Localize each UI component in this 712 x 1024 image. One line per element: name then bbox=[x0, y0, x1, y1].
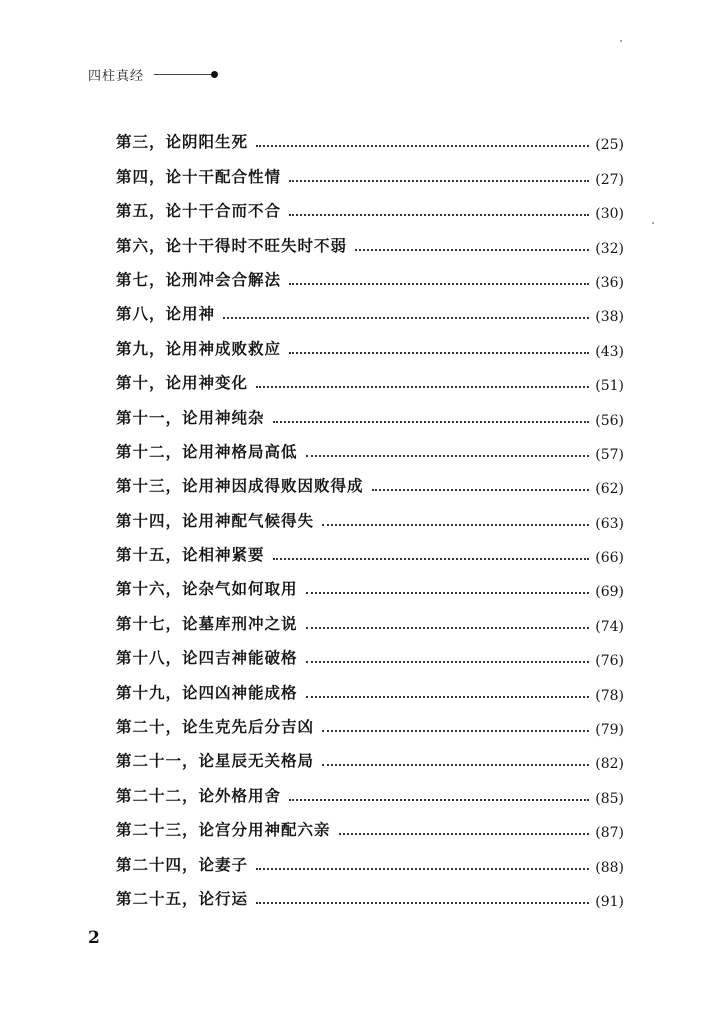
toc-entry-page: (30) bbox=[595, 206, 624, 223]
dot-leader bbox=[306, 592, 590, 594]
header-dot-ornament bbox=[211, 71, 218, 78]
toc-entry bbox=[116, 124, 624, 158]
toc-entry-title: 第二十，论生克先后分吉凶 bbox=[116, 718, 315, 737]
dot-leader bbox=[306, 696, 590, 698]
toc-entry bbox=[116, 468, 624, 502]
toc-entry-title: 第十四，论用神配气候得失 bbox=[116, 511, 315, 530]
dot-leader bbox=[339, 833, 590, 835]
toc-entry-title: 第十五，论相神紧要 bbox=[116, 546, 265, 565]
toc-entry-title: 第九，论用神成败救应 bbox=[116, 339, 282, 358]
dot-leader bbox=[256, 145, 589, 147]
dot-leader bbox=[289, 799, 589, 801]
dot-leader bbox=[306, 455, 590, 457]
toc-entry-title: 第十六，论杂气如何取用 bbox=[116, 580, 298, 599]
toc-entry-title: 第七，论刑冲会合解法 bbox=[116, 270, 282, 289]
dot-leader bbox=[306, 661, 590, 663]
toc-entry-title: 第十三，论用神因成得败因败得成 bbox=[116, 477, 364, 496]
toc-entry-page: (57) bbox=[595, 446, 624, 463]
dot-leader bbox=[322, 730, 589, 732]
toc-entry bbox=[116, 812, 624, 846]
toc-entry bbox=[116, 158, 624, 192]
toc-entry bbox=[116, 262, 624, 296]
header-rule bbox=[154, 74, 212, 75]
toc-entry-title: 第五，论十干合而不合 bbox=[116, 202, 282, 221]
toc-entry-page: (91) bbox=[595, 893, 624, 910]
toc-entry-title: 第三，论阴阳生死 bbox=[116, 133, 249, 152]
running-header bbox=[88, 64, 218, 84]
toc-entry-page: (25) bbox=[595, 137, 624, 154]
toc-entry bbox=[116, 709, 624, 743]
toc-entry-page: (88) bbox=[595, 859, 624, 876]
toc-entry-page: (36) bbox=[595, 274, 624, 291]
dot-leader bbox=[256, 386, 589, 388]
dot-leader bbox=[289, 352, 589, 354]
toc-entry-page: (79) bbox=[595, 722, 624, 739]
toc-entry-page: (62) bbox=[595, 481, 624, 498]
toc-entry-page: (56) bbox=[595, 412, 624, 429]
page-number: 2 bbox=[88, 928, 100, 948]
toc-entry-page: (27) bbox=[595, 171, 624, 188]
dot-leader bbox=[273, 421, 590, 423]
toc-entry-page: (82) bbox=[595, 756, 624, 773]
toc-entry-title: 第十二，论用神格局高低 bbox=[116, 442, 298, 461]
toc-entry-page: (76) bbox=[595, 653, 624, 670]
toc-entry-title: 第六，论十干得时不旺失时不弱 bbox=[116, 236, 348, 255]
scan-speck bbox=[652, 222, 654, 224]
toc-entry bbox=[116, 227, 624, 261]
toc-entry-title: 第二十二，论外格用舍 bbox=[116, 786, 282, 805]
toc-entry-title: 第二十三，论宫分用神配六亲 bbox=[116, 821, 331, 840]
dot-leader bbox=[289, 180, 589, 182]
toc-entry-title: 第十九，论四凶神能成格 bbox=[116, 683, 298, 702]
dot-leader bbox=[322, 764, 589, 766]
toc-entry bbox=[116, 537, 624, 571]
dot-leader bbox=[322, 524, 589, 526]
toc-entry-title: 第十八，论四吉神能破格 bbox=[116, 649, 298, 668]
toc-entry bbox=[116, 846, 624, 880]
toc-entry bbox=[116, 777, 624, 811]
toc-entry bbox=[116, 640, 624, 674]
toc-entry-page: (32) bbox=[595, 240, 624, 257]
toc-entry bbox=[116, 193, 624, 227]
toc-entry-page: (66) bbox=[595, 550, 624, 567]
toc-entry bbox=[116, 743, 624, 777]
scan-speck bbox=[620, 40, 622, 42]
toc-entry bbox=[116, 330, 624, 364]
dot-leader bbox=[355, 249, 589, 251]
toc-entry-title: 第二十四，论妻子 bbox=[116, 855, 249, 874]
toc-entry-page: (74) bbox=[595, 618, 624, 635]
toc-entry-page: (87) bbox=[595, 825, 624, 842]
running-title: 四柱真经 bbox=[88, 68, 145, 84]
toc-entry bbox=[116, 881, 624, 915]
dot-leader bbox=[289, 214, 589, 216]
toc-entry-title: 第十一，论用神纯杂 bbox=[116, 408, 265, 427]
toc-entry-page: (69) bbox=[595, 584, 624, 601]
toc-entry bbox=[116, 674, 624, 708]
table-of-contents bbox=[116, 124, 624, 915]
toc-entry-title: 第八，论用神 bbox=[116, 305, 216, 324]
dot-leader bbox=[372, 489, 590, 491]
toc-entry-page: (51) bbox=[595, 378, 624, 395]
toc-entry bbox=[116, 296, 624, 330]
toc-entry-page: (43) bbox=[595, 343, 624, 360]
dot-leader bbox=[289, 283, 589, 285]
dot-leader bbox=[306, 627, 590, 629]
toc-entry-title: 第二十一，论星辰无关格局 bbox=[116, 752, 315, 771]
toc-entry bbox=[116, 365, 624, 399]
toc-entry bbox=[116, 502, 624, 536]
dot-leader bbox=[273, 558, 590, 560]
toc-entry bbox=[116, 399, 624, 433]
dot-leader bbox=[256, 868, 589, 870]
toc-entry-page: (38) bbox=[595, 309, 624, 326]
toc-entry bbox=[116, 434, 624, 468]
toc-entry bbox=[116, 571, 624, 605]
toc-entry-page: (78) bbox=[595, 687, 624, 704]
toc-entry-title: 第十七，论墓库刑冲之说 bbox=[116, 614, 298, 633]
toc-entry-page: (85) bbox=[595, 790, 624, 807]
toc-entry bbox=[116, 605, 624, 639]
toc-entry-page: (63) bbox=[595, 515, 624, 532]
dot-leader bbox=[256, 902, 589, 904]
toc-entry-title: 第四，论十干配合性情 bbox=[116, 167, 282, 186]
toc-entry-title: 第十，论用神变化 bbox=[116, 374, 249, 393]
toc-entry-title: 第二十五，论行运 bbox=[116, 889, 249, 908]
dot-leader bbox=[223, 317, 589, 319]
